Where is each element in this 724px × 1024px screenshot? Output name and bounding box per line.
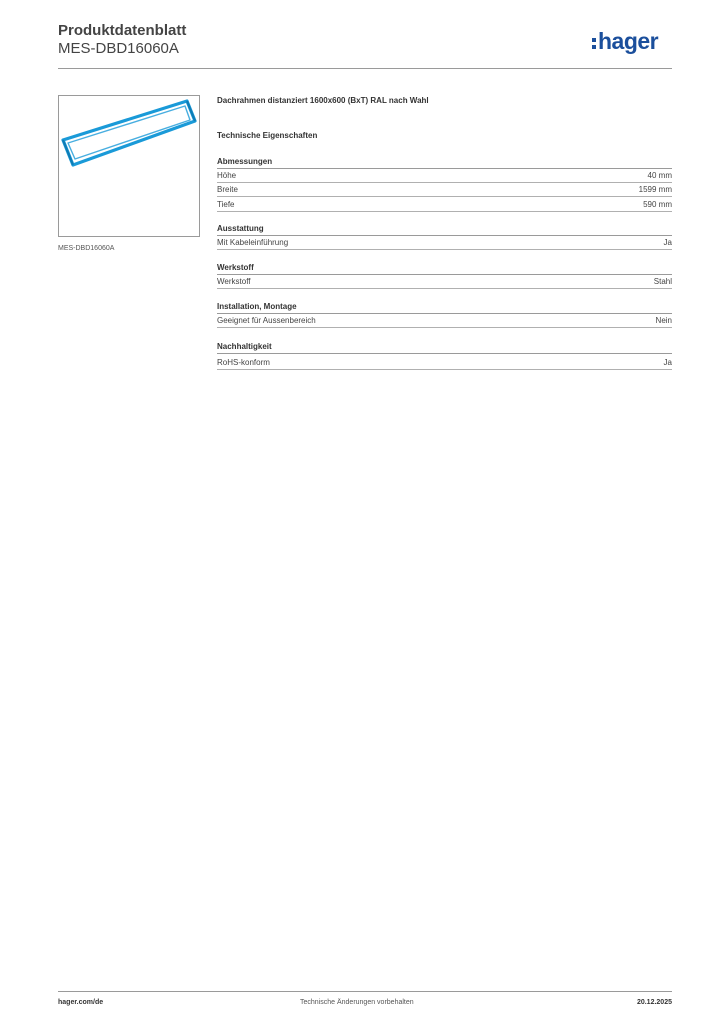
row-label: Breite	[217, 185, 238, 194]
table-row	[217, 314, 672, 328]
row-value: Ja	[663, 358, 672, 367]
table-row	[217, 169, 672, 183]
row-label: Werkstoff	[217, 277, 251, 286]
image-caption: MES-DBD16060A	[58, 245, 115, 252]
row-value: Nein	[655, 316, 672, 325]
row-label: Geeignet für Aussenbereich	[217, 316, 316, 325]
row-value: 590 mm	[643, 200, 672, 209]
page-title: Produktdatenblatt	[58, 22, 187, 39]
table-row	[217, 356, 672, 370]
row-value: 40 mm	[647, 171, 672, 180]
section-title-werkstoff: Werkstoff	[217, 263, 672, 275]
row-label: Tiefe	[217, 200, 235, 209]
product-image	[58, 95, 200, 237]
header-divider	[58, 68, 672, 69]
product-code: MES-DBD16060A	[58, 40, 179, 57]
footer-website-link[interactable]: hager.com/de	[58, 999, 104, 1006]
footer-divider	[58, 991, 672, 992]
section-title-nachhaltigkeit: Nachhaltigkeit	[217, 342, 672, 354]
row-value: Ja	[663, 238, 672, 247]
section-title-ausstattung: Ausstattung	[217, 224, 672, 236]
row-value: Stahl	[653, 277, 672, 286]
product-description: Dachrahmen distanziert 1600x600 (BxT) RAL nach Wahl	[217, 96, 429, 105]
row-value: 1599 mm	[638, 185, 672, 194]
row-label: RoHS-konform	[217, 358, 270, 367]
table-row	[217, 198, 672, 212]
section-title-installation: Installation, Montage	[217, 302, 672, 314]
table-row	[217, 275, 672, 289]
logo-text: hager	[598, 27, 659, 54]
table-row	[217, 183, 672, 197]
tech-properties-title: Technische Eigenschaften	[217, 131, 318, 140]
hager-logo	[592, 26, 658, 56]
footer-date: 20.12.2025	[636, 999, 672, 1006]
footer-notice: Technische Änderungen vorbehalten	[300, 999, 414, 1006]
table-row	[217, 236, 672, 250]
row-label: Mit Kabeleinführung	[217, 238, 289, 247]
section-title-abmessungen: Abmessungen	[217, 157, 672, 169]
row-label: Höhe	[217, 171, 237, 180]
frame-illustration-icon	[59, 96, 199, 236]
logo-colon-icon	[592, 38, 596, 49]
